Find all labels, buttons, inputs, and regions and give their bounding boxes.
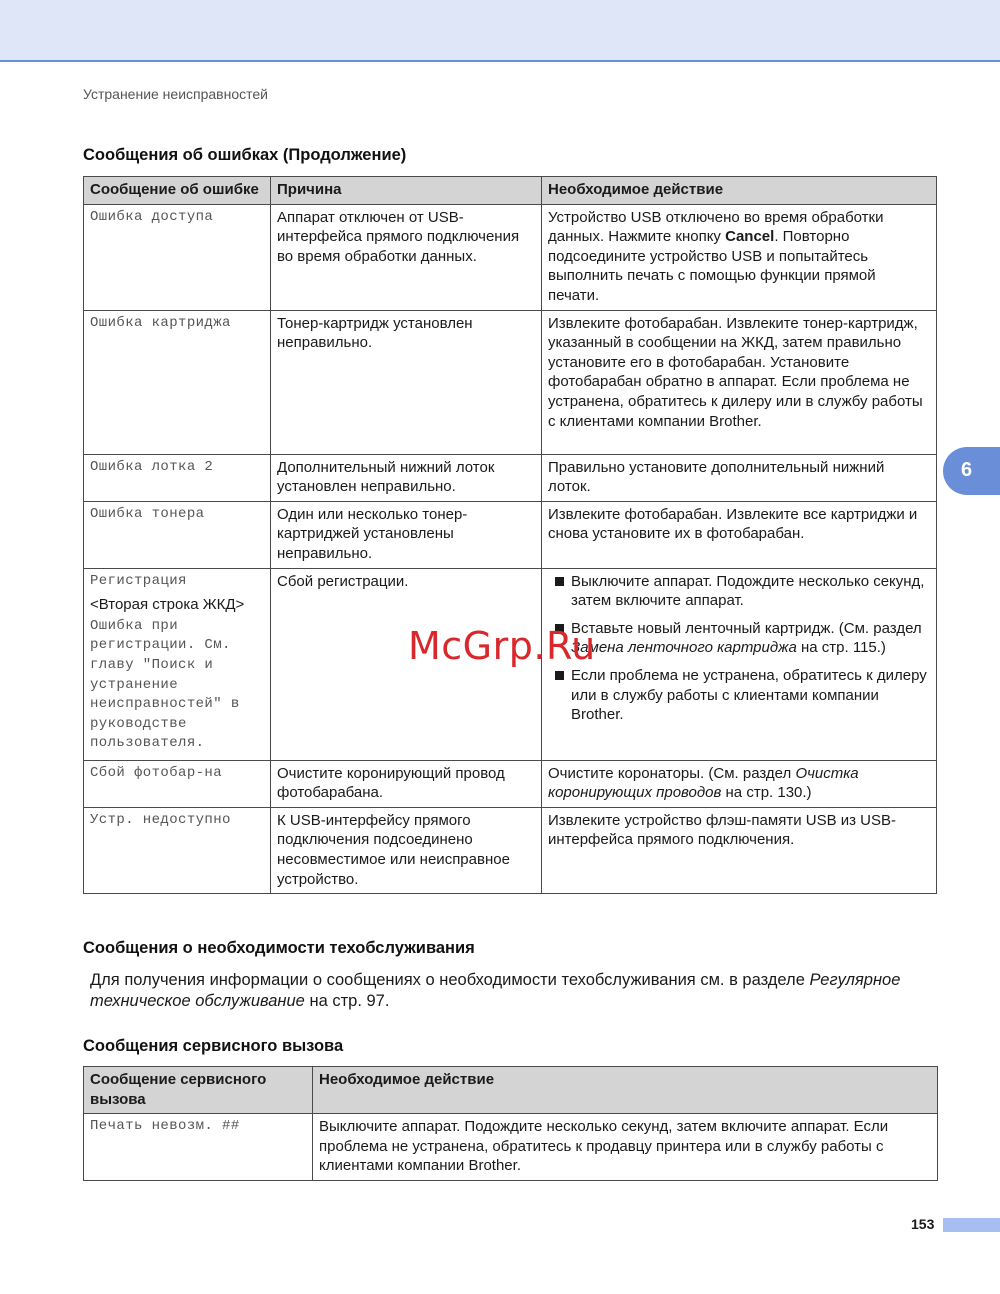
error-message xyxy=(84,568,271,760)
error-cause: Сбой регистрации. xyxy=(271,568,542,760)
error-action xyxy=(542,204,937,310)
section-title-maintenance: Сообщения о необходимости техобслуживания xyxy=(83,939,475,957)
bullet-text: Выключите аппарат. Подождите несколько секунд, затем включите аппарат. xyxy=(571,572,925,610)
error-action: Извлеките фотобарабан. Извлеките тонер-картридж, указанный в сообщении на ЖКД, затем правильно установите его в фотобарабан. Установите фотобарабан обратно в аппарат. Если проблема не устранена, обратитесь к дилеру или в службу работы с клиентами компании Brother. xyxy=(542,310,937,454)
cancel-key-label: Cancel xyxy=(725,228,775,246)
action-text: на стр. 130.) xyxy=(721,784,812,802)
page-number: 153 xyxy=(911,1216,935,1232)
error-action: Извлеките фотобарабан. Извлеките все картриджи и снова установите их в фотобарабан. xyxy=(542,501,937,568)
column-header-cause: Причина xyxy=(271,177,542,205)
bullet-text: Вставьте новый ленточный картридж. (См. раздел xyxy=(571,619,922,637)
list-item xyxy=(548,666,930,725)
table-header-row xyxy=(84,177,937,205)
error-cause: К USB-интерфейсу прямого подключения подсоединено несовместимое или неисправное устройство. xyxy=(271,807,542,893)
service-message: Печать невозм. ## xyxy=(84,1114,313,1181)
column-header-action: Необходимое действие xyxy=(542,177,937,205)
cross-reference: Регулярное техническое обслуживание xyxy=(90,971,901,1010)
error-message: Сбой фотобар-на xyxy=(84,760,271,807)
section-title-service: Сообщения сервисного вызова xyxy=(83,1037,344,1055)
error-action: Извлеките устройство флэш-памяти USB из USB-интерфейса прямого подключения. xyxy=(542,807,937,893)
error-action xyxy=(542,760,937,807)
lcd-line-2-text: Ошибка при регистрации. См. главу "Поиск и устранение неисправностей" в руководстве пользователя. xyxy=(90,617,240,752)
list-item xyxy=(548,572,930,611)
error-cause: Очистите коронирующий провод фотобарабана. xyxy=(271,760,542,807)
error-message: Ошибка тонера xyxy=(84,501,271,568)
maintenance-paragraph xyxy=(90,970,920,1012)
table-row xyxy=(84,454,937,501)
action-bullet-list xyxy=(548,572,930,725)
paragraph-text: на стр. 97. xyxy=(304,992,390,1010)
cross-reference: Очистка коронирующих проводов xyxy=(548,764,859,802)
square-bullet-icon xyxy=(555,671,564,680)
lcd-line-2-label: <Вторая строка ЖКД> xyxy=(90,596,245,614)
action-text: Очистите коронаторы. (См. раздел xyxy=(548,764,796,782)
table-row xyxy=(84,501,937,568)
cross-reference: Замена ленточного картриджа xyxy=(571,639,797,657)
error-cause: Один или несколько тонер-картриджей установлены неправильно. xyxy=(271,501,542,568)
service-table xyxy=(83,1066,938,1181)
error-action xyxy=(542,568,937,760)
chapter-number: 6 xyxy=(961,459,973,481)
top-band xyxy=(0,0,1000,62)
error-cause: Тонер-картридж установлен неправильно. xyxy=(271,310,542,454)
error-message: Ошибка картриджа xyxy=(84,310,271,454)
lcd-line-1: Регистрация xyxy=(90,572,187,589)
chapter-tab xyxy=(943,447,1000,495)
action-text: . Повторно подсоедините устройство USB и попытайтесь выполнить печать с помощью функции прямой печати. xyxy=(548,228,876,304)
error-message: Устр. недоступно xyxy=(84,807,271,893)
action-text: Устройство USB отключено во время обработки данных. Нажмите кнопку xyxy=(548,208,884,246)
table-row xyxy=(84,807,937,893)
bullet-text: Если проблема не устранена, обратитесь к дилеру или в службу работы с клиентами компании Brother. xyxy=(571,666,927,724)
watermark: McGrp.Ru xyxy=(408,624,596,668)
column-header-action: Необходимое действие xyxy=(313,1067,938,1114)
column-header-message: Сообщение сервисного вызова xyxy=(84,1067,313,1114)
square-bullet-icon xyxy=(555,577,564,586)
list-item xyxy=(548,619,930,658)
error-cause: Аппарат отключен от USB-интерфейса прямого подключения во время обработки данных. xyxy=(271,204,542,310)
error-cause: Дополнительный нижний лоток установлен неправильно. xyxy=(271,454,542,501)
bullet-text: на стр. 115.) xyxy=(796,639,886,657)
table-row xyxy=(84,310,937,454)
service-action: Выключите аппарат. Подождите несколько секунд, затем включите аппарат. Если проблема не устранена, обратитесь к продавцу принтера или в службу работы с клиентами компании Brother. xyxy=(313,1114,938,1181)
paragraph-text: Для получения информации о сообщениях о необходимости техобслуживания см. в разделе xyxy=(90,971,810,989)
table-row xyxy=(84,204,937,310)
column-header-message: Сообщение об ошибке xyxy=(84,177,271,205)
table-row xyxy=(84,1114,938,1181)
error-message: Ошибка лотка 2 xyxy=(84,454,271,501)
table-row xyxy=(84,760,937,807)
page-bar xyxy=(943,1218,1000,1232)
table-header-row xyxy=(84,1067,938,1114)
running-header: Устранение неисправностей xyxy=(83,86,268,102)
section-title-errors: Сообщения об ошибках (Продолжение) xyxy=(83,146,407,164)
error-message: Ошибка доступа xyxy=(84,204,271,310)
errors-table xyxy=(83,176,937,894)
error-action: Правильно установите дополнительный нижний лоток. xyxy=(542,454,937,501)
